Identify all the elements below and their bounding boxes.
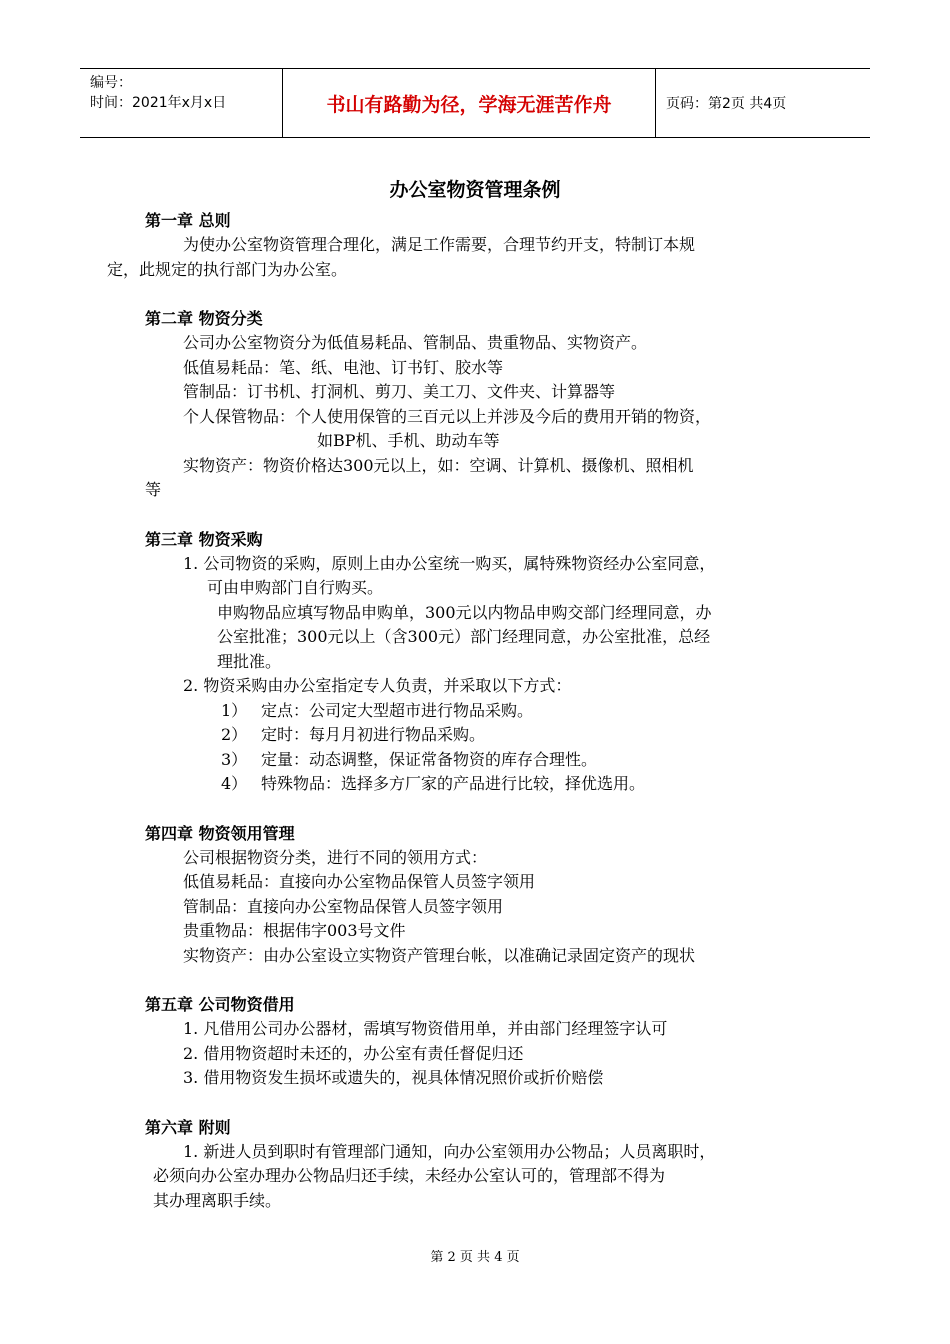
list-item-text: 定时：每月月初进行物品采购。 [261,725,486,744]
list-item-text: 定点：公司定大型超市进行物品采购。 [261,700,534,720]
chapter-5-line: 1. 凡借用公司办公器材，需填写物资借用单，并由部门经理签字认可 [183,1019,668,1038]
chapter-3-line: 可由申购部门自行购买。 [207,578,384,597]
document-title: 办公室物资管理条例 [389,179,561,201]
document-number: 编号： [90,75,132,91]
chapter-5-line: 2. 借用物资超时未还的，办公室有责任督促归还 [183,1043,524,1063]
chapter-1-heading: 第一章 总则 [145,211,231,230]
chapter-5-heading: 第五章 公司物资借用 [145,995,295,1014]
chapter-4-heading: 第四章 物资领用管理 [145,823,295,843]
chapter-2-line: 等 [145,480,162,499]
header-motto: 书山有路勤为径，学海无涯苦作舟 [282,69,656,137]
chapter-2-line: 公司办公室物资分为低值易耗品、管制品、贵重物品、实物资产。 [183,333,648,352]
list-item-number: 4） [221,774,248,793]
chapter-3-heading: 第三章 物资采购 [145,529,263,549]
list-item-number: 1） [221,700,248,720]
list-item-text: 特殊物品：选择多方厂家的产品进行比较，择优选用。 [261,774,646,793]
list-item-number: 3） [221,749,248,769]
document-body [107,208,825,1213]
chapter-2-line: 个人保管物品：个人使用保管的三百元以上并涉及今后的费用开销的物资， [183,406,712,426]
chapter-2-line: 管制品：订书机、打洞机、剪刀、美工刀、文件夹、计算器等 [183,382,616,401]
chapter-2-line: 低值易耗品：笔、纸、电池、订书钉、胶水等 [183,357,504,377]
chapter-3-line: 1. 公司物资的采购，原则上由办公室统一购买，属特殊物资经办公室同意， [183,553,716,573]
chapter-2-line: 实物资产：物资价格达300元以上，如：空调、计算机、摄像机、照相机 [183,455,694,475]
list-item-number: 2） [221,725,248,744]
header-meta [80,69,282,137]
chapter-1-paragraph [107,233,825,282]
chapter-5-line: 3. 借用物资发生损坏或遗失的，视具体情况照价或折价赔偿 [183,1068,604,1087]
list-item [145,748,825,773]
list-item-text: 定量：动态调整，保证常备物资的库存合理性。 [261,749,598,769]
page-header [80,68,870,138]
list-item [145,723,825,748]
chapter-4-line: 贵重物品：根据伟字003号文件 [183,921,406,940]
chapter-3-line: 2. 物资采购由办公室指定专人负责，并采取以下方式： [183,676,572,695]
chapter-4-line: 管制品：直接向办公室物品保管人员签字领用 [183,896,504,916]
document-date: 时间：2021年x月x日 [90,95,227,111]
chapter-3-line: 申购物品应填写物品申购单，300元以内物品申购交部门经理同意，办 [217,602,712,622]
page-footer: 第 2 页 共 4 页 [430,1250,520,1265]
chapter-2-heading: 第二章 物资分类 [145,309,263,328]
list-item [145,699,825,724]
chapter-4-line: 实物资产：由办公室设立实物资产管理台帐，以准确记录固定资产的现状 [183,945,696,965]
chapter-4-line: 低值易耗品：直接向办公室物品保管人员签字领用 [183,872,536,891]
header-page-info: 页码：第2页 共4页 [666,96,787,112]
chapter-6-line: 必须向办公室办理办公物品归还手续，未经办公室认可的，管理部不得为 [153,1166,666,1185]
paragraph-line: 为使办公室物资管理合理化，满足工作需要，合理节约开支，特制订本规 [183,235,696,254]
list-item [145,772,825,797]
chapter-3-line: 理批准。 [217,651,282,671]
chapter-6-line: 1. 新进人员到职时有管理部门通知，向办公室领用办公物品；人员离职时， [183,1141,716,1161]
chapter-2-line: 如BP机、手机、助动车等 [317,431,500,450]
chapter-6-heading: 第六章 附则 [145,1117,231,1137]
chapter-3-line: 公室批准；300元以上（含300元）部门经理同意，办公室批准，总经 [217,627,711,646]
chapter-6-line: 其办理离职手续。 [153,1190,282,1210]
paragraph-line: 定，此规定的执行部门为办公室。 [107,259,348,279]
chapter-4-line: 公司根据物资分类，进行不同的领用方式： [183,847,488,867]
